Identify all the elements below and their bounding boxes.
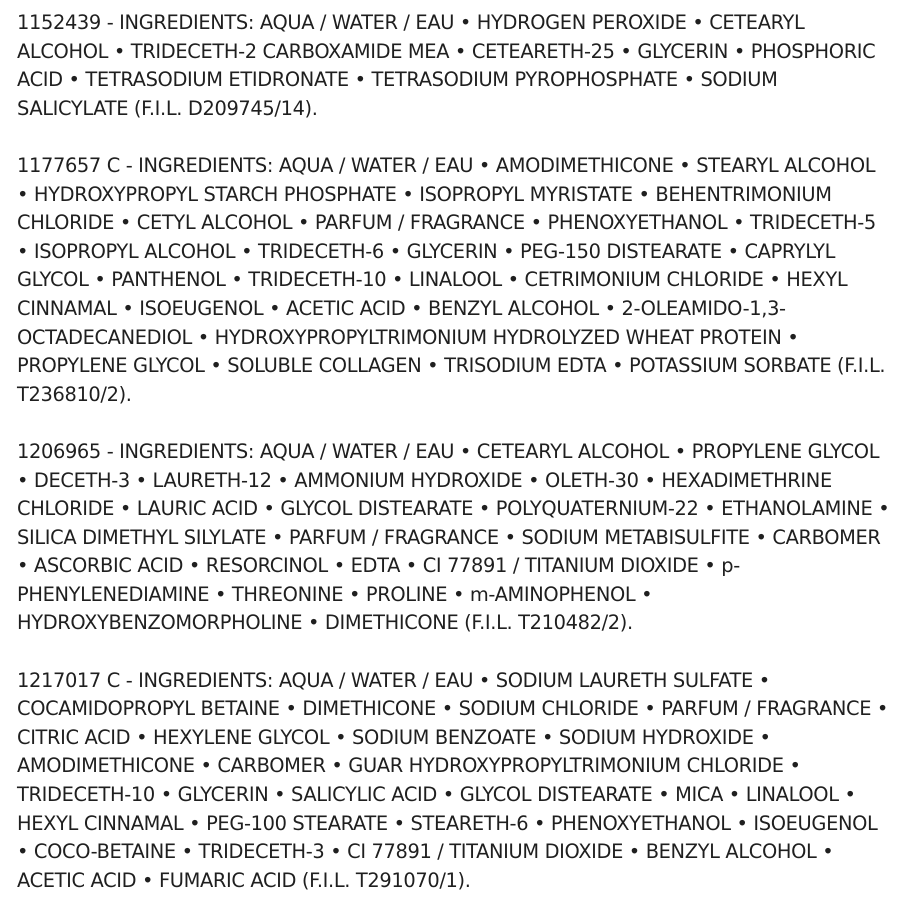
- ingredient-block-1217017: 1217017 C - INGREDIENTS: AQUA / WATER / EAU • SODIUM LAURETH SULFATE • COCAMIDOPROPYL BETAINE • DIMETHICONE • SODIUM CHLORIDE • PARFUM / FRAGRANCE • CITRIC ACID • HEXYLENE GLYCOL • SODIUM BENZOATE • SODIUM HYDROXIDE • AMODIMETHICONE • CARBOMER • GUAR HYDROXYPROPYLTRIMONIUM CHLORIDE • TRIDECETH-10 • GLYCERIN • SALICYLIC ACID • GLYCOL DISTEARATE • MICA • LINALOOL • HEXYL CINNAMAL • PEG-100 STEARATE • STEARETH-6 • PHENOXYETHANOL • ISOEUGENOL • COCO-BETAINE • TRIDECETH-3 • CI 77891 / TITANIUM DIOXIDE • BENZYL ALCOHOL • ACETIC ACID • FUMARIC ACID (F.I.L. T291070/1).: [17, 668, 889, 892]
- ingredient-block-1152439: 1152439 - INGREDIENTS: AQUA / WATER / EAU • HYDROGEN PEROXIDE • CETEARYL ALCOHOL • TRIDECETH-2 CARBOXAMIDE MEA • CETEARETH-25 • GLYCERIN • PHOSPHORIC ACID • TETRASODIUM ETIDRONATE • TETRASODIUM PYROPHOSPHATE • SODIUM SALICYLATE (F.I.L. D209745/14).: [17, 11, 876, 120]
- ingredient-block-1177657: 1177657 C - INGREDIENTS: AQUA / WATER / EAU • AMODIMETHICONE • STEARYL ALCOHOL • HYDROXYPROPYL STARCH PHOSPHATE • ISOPROPYL MYRISTATE • BEHENTRIMONIUM CHLORIDE • CETYL ALCOHOL • PARFUM / FRAGRANCE • PHENOXYETHANOL • TRIDECETH-5 • ISOPROPYL ALCOHOL • TRIDECETH-6 • GLYCERIN • PEG-150 DISTEARATE • CAPRYLYL GLYCOL • PANTHENOL • TRIDECETH-10 • LINALOOL • CETRIMONIUM CHLORIDE • HEXYL CINNAMAL • ISOEUGENOL • ACETIC ACID • BENZYL ALCOHOL • 2-OLEAMIDO-1,3-OCTADECANEDIOL • HYDROXYPROPYLTRIMONIUM HYDROLYZED WHEAT PROTEIN • PROPYLENE GLYCOL • SOLUBLE COLLAGEN • TRISODIUM EDTA • POTASSIUM SORBATE (F.I.L. T236810/2).: [17, 153, 886, 406]
- ingredients-document: [17, 9, 891, 895]
- ingredient-block-1206965: 1206965 - INGREDIENTS: AQUA / WATER / EAU • CETEARYL ALCOHOL • PROPYLENE GLYCOL • DECETH-3 • LAURETH-12 • AMMONIUM HYDROXIDE • OLETH-30 • HEXADIMETHRINE CHLORIDE • LAURIC ACID • GLYCOL DISTEARATE • POLYQUATERNIUM-22 • ETHANOLAMINE • SILICA DIMETHYL SILYLATE • PARFUM / FRAGRANCE • SODIUM METABISULFITE • CARBOMER • ASCORBIC ACID • RESORCINOL • EDTA • CI 77891 / TITANIUM DIOXIDE • p-PHENYLENEDIAMINE • THREONINE • PROLINE • m-AMINOPHENOL • HYDROXYBENZOMORPHOLINE • DIMETHICONE (F.I.L. T210482/2).: [17, 439, 890, 635]
